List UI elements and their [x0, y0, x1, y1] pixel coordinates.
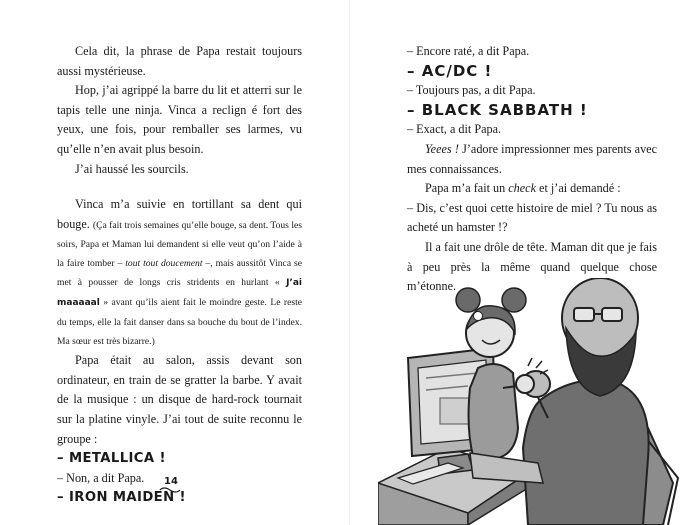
right-text-column [407, 42, 657, 297]
yeees-word: Yeees ! [425, 141, 459, 156]
dialogue-non: – Non, a dit Papa. [57, 470, 145, 485]
paragraph-2: Hop, j’ai agrippé la barre du lit et atterri sur le tapis telle une ninja. Vinca a reclign é fort des yeux, une fois, pour remballer ses larmes, vu qu’elle n’en avait plus besoin. [57, 83, 302, 156]
page-number-ornament-icon [158, 486, 182, 494]
dialogue-encore-rate: – Encore raté, a dit Papa. [407, 44, 530, 58]
dialogue-black-sabbath: – BLACK SABBATH ! [407, 100, 588, 119]
dialogue-acdc: – AC/DC ! [407, 61, 493, 80]
dialogue-toujours-pas: – Toujours pas, a dit Papa. [407, 83, 536, 98]
paragraph-5: Papa était au salon, assis devant son ordinateur, en train de se gratter la barbe. Y avait de la musique : un disque de hard-rock tournait sur la platine vinyle. J’ai tout de suite reconnu le groupe : [57, 353, 302, 446]
paragraph-4 [57, 195, 302, 351]
paragraph-yeees [407, 140, 657, 179]
paragraph-3: J’ai haussé les sourcils. [75, 161, 189, 176]
page-number: 14 [164, 476, 178, 487]
paragraph-check [407, 179, 657, 199]
p4-part-a: Vinca m’a suivie en tortillant sa dent qui bouge. [57, 197, 302, 232]
p4-part-e: J’ai maaaaal [57, 278, 302, 309]
p4-part-c: tout tout doucement [125, 258, 203, 270]
check-word: check [508, 181, 536, 196]
illustration-girl-and-father [378, 278, 682, 525]
p4-part-d: –, mais aussitôt Vinca se met à pousser de longs cris stridents en hurlant « [57, 258, 303, 289]
dialogue-exact: – Exact, a dit Papa. [407, 122, 502, 137]
dialogue-iron-maiden: – IRON MAIDEN ! [57, 490, 186, 506]
p4-part-b: (Ça fait trois semaines qu’elle bouge, sa dent. Tous les soirs, Papa et Maman lui demandent si elle veut qu’on l’aide à la faire tomber – [57, 220, 302, 270]
dialogue-miel: – Dis, c’est quoi cette histoire de miel ? Tu nous as acheté un hamster !? [407, 200, 657, 235]
paragraph-1: Cela dit, la phrase de Papa restait toujours aussi mystérieuse. [57, 44, 302, 78]
dialogue-metallica: – METALLICA ! [57, 451, 166, 467]
left-text-column [57, 42, 302, 508]
yeees-rest: J’adore impressionner mes parents avec mes connaissances. [407, 141, 657, 176]
check-c: et j’ai demandé : [536, 181, 621, 196]
p4-part-f: » avant qu’ils aient fait le moindre geste. Le reste du temps, elle la fait danser dans sa bouche du bout de l’index. Ma sœur est très bizarre.) [57, 297, 302, 348]
check-a: Papa m’a fait un [425, 181, 509, 196]
paragraph-drole-de-tete: Il a fait une drôle de tête. Maman dit que je fais à peu près la même quand quelque chose m’étonne. [407, 239, 657, 294]
